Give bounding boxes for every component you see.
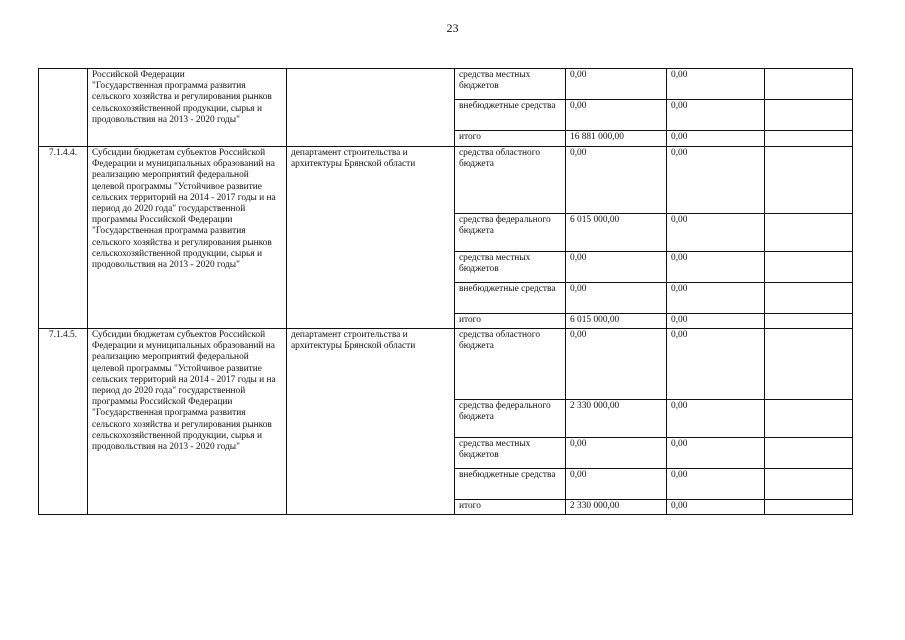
funding-source: средства местных бюджетов — [455, 252, 566, 283]
item-description: Субсидии бюджетам субъектов Российской Федерации и муниципальных образований на реализацию мероприятий федеральной целевой программы "Устойчивое развитие сельских территорий на 2014 - 2017 годы и на период до 2020 года" государственной программы Российской Федерации "Государственная программа развития сельского хозяйства и регулирования рынков сельскохозяйственной продукции, сырья и продовольствия на 2013 - 2020 годы" — [88, 147, 287, 329]
funding-extra — [765, 69, 853, 100]
funding-value: 0,00 — [566, 469, 667, 500]
funding-extra — [765, 131, 853, 147]
funding-source: средства местных бюджетов — [455, 69, 566, 100]
funding-value: 6 015 000,00 — [566, 214, 667, 252]
item-executor: департамент строительства и архитектуры Брянской области — [287, 329, 455, 515]
funding-source: итого — [455, 314, 566, 329]
table-row — [39, 69, 853, 100]
page-number: 23 — [446, 21, 459, 35]
funding-value: 0,00 — [667, 100, 765, 131]
funding-value: 0,00 — [667, 400, 765, 438]
funding-value: 6 015 000,00 — [566, 314, 667, 329]
funding-value: 0,00 — [667, 131, 765, 147]
item-number: 7.1.4.4. — [39, 147, 88, 329]
item-executor — [287, 69, 455, 147]
funding-source: итого — [455, 500, 566, 515]
funding-source: средства областного бюджета — [455, 147, 566, 214]
item-number — [39, 69, 88, 147]
funding-source: средства федерального бюджета — [455, 214, 566, 252]
funding-value: 2 330 000,00 — [566, 500, 667, 515]
table-row — [39, 329, 853, 400]
funding-extra — [765, 214, 853, 252]
funding-value: 0,00 — [566, 252, 667, 283]
funding-extra — [765, 283, 853, 314]
funding-source: внебюджетные средства — [455, 469, 566, 500]
funding-value: 16 881 000,00 — [566, 131, 667, 147]
funding-value: 0,00 — [566, 283, 667, 314]
funding-source: внебюджетные средства — [455, 100, 566, 131]
funding-value: 0,00 — [566, 329, 667, 400]
table-row — [39, 147, 853, 214]
funding-value: 0,00 — [667, 500, 765, 515]
item-description: Российской Федерации "Государственная программа развития сельского хозяйства и регулирования рынков сельскохозяйственной продукции, сырья и продовольствия на 2013 - 2020 годы" — [88, 69, 287, 147]
budget-table — [38, 68, 853, 515]
funding-value: 0,00 — [667, 438, 765, 469]
funding-value: 0,00 — [667, 469, 765, 500]
funding-value: 0,00 — [566, 147, 667, 214]
funding-extra — [765, 314, 853, 329]
item-description: Субсидии бюджетам субъектов Российской Федерации и муниципальных образований на реализацию мероприятий федеральной целевой программы "Устойчивое развитие сельских территорий на 2014 - 2017 годы и на период до 2020 года" государственной программы Российской Федерации "Государственная программа развития сельского хозяйства и регулирования рынков сельскохозяйственной продукции, сырья и продовольствия на 2013 - 2020 годы" — [88, 329, 287, 515]
funding-extra — [765, 469, 853, 500]
funding-value: 0,00 — [566, 69, 667, 100]
funding-value: 0,00 — [566, 100, 667, 131]
funding-value: 2 330 000,00 — [566, 400, 667, 438]
funding-value: 0,00 — [667, 329, 765, 400]
funding-value: 0,00 — [667, 214, 765, 252]
funding-value: 0,00 — [667, 252, 765, 283]
item-number: 7.1.4.5. — [39, 329, 88, 515]
funding-extra — [765, 400, 853, 438]
funding-value: 0,00 — [667, 314, 765, 329]
funding-value: 0,00 — [667, 69, 765, 100]
funding-extra — [765, 329, 853, 400]
funding-value: 0,00 — [667, 283, 765, 314]
funding-source: средства федерального бюджета — [455, 400, 566, 438]
funding-source: внебюджетные средства — [455, 283, 566, 314]
item-executor: департамент строительства и архитектуры Брянской области — [287, 147, 455, 329]
funding-source: средства областного бюджета — [455, 329, 566, 400]
funding-extra — [765, 100, 853, 131]
funding-source: средства местных бюджетов — [455, 438, 566, 469]
funding-extra — [765, 252, 853, 283]
funding-extra — [765, 438, 853, 469]
funding-extra — [765, 147, 853, 214]
funding-extra — [765, 500, 853, 515]
funding-value: 0,00 — [566, 438, 667, 469]
funding-source: итого — [455, 131, 566, 147]
funding-value: 0,00 — [667, 147, 765, 214]
